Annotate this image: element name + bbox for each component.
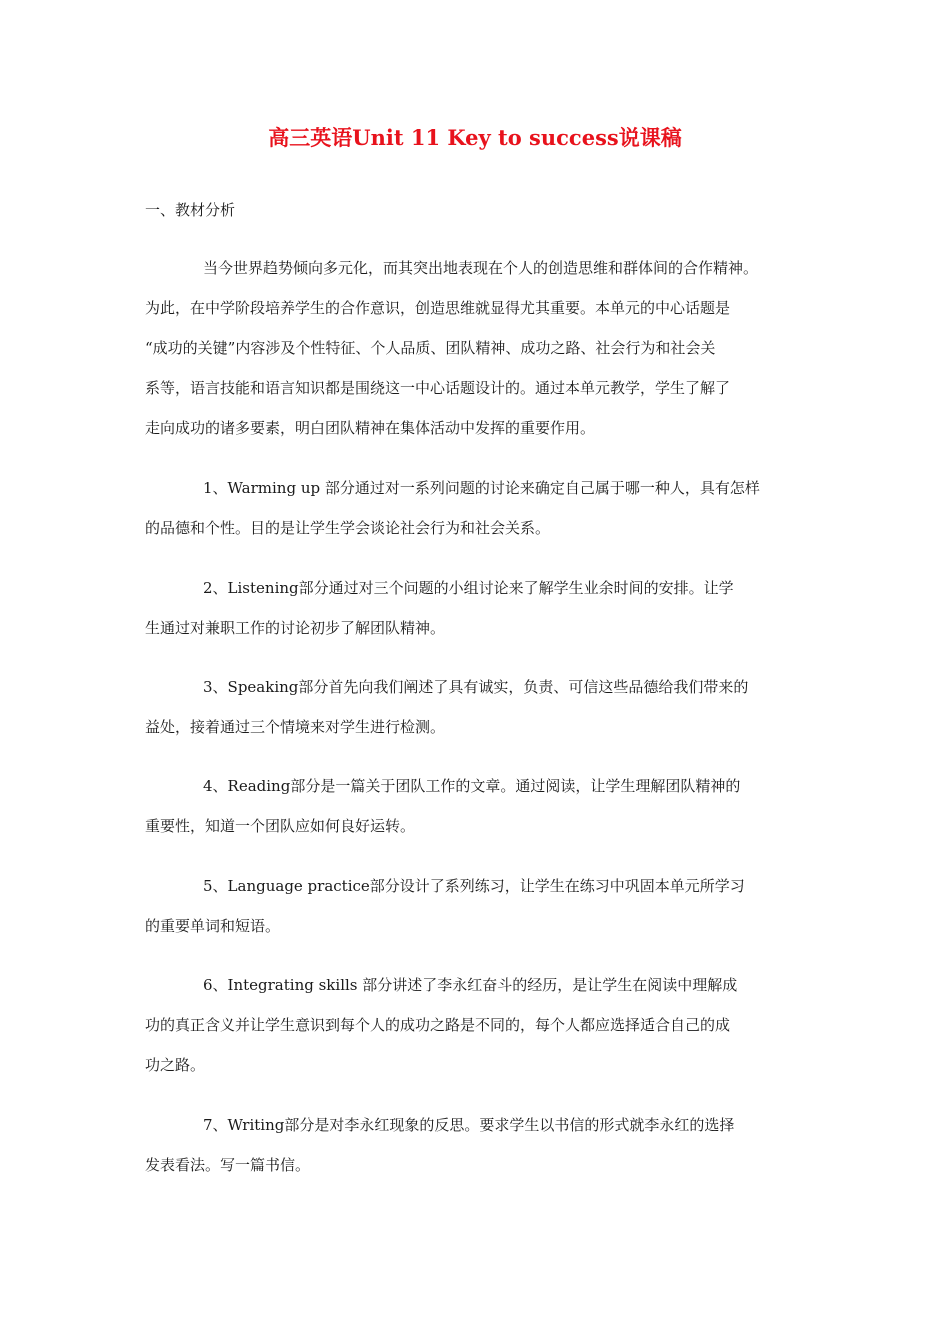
item-paragraph-3 (145, 667, 825, 747)
item-paragraph-2 (145, 568, 825, 648)
item-paragraph-1 (145, 468, 825, 548)
paragraph-line: 的品德和个性。目的是让学生学会谈论社会行为和社会关系。 (145, 519, 551, 537)
paragraph-line: 的重要单词和短语。 (145, 917, 281, 935)
intro-paragraph (145, 248, 825, 448)
paragraph-line: 4、Reading部分是一篇关于团队工作的文章。通过阅读，让学生理解团队精神的 (203, 777, 741, 795)
paragraph-line: 为此，在中学阶段培养学生的合作意识，创造思维就显得尤其重要。本单元的中心话题是 (145, 299, 731, 317)
document-title: 高三英语Unit 11 Key to success说课稿 (268, 125, 682, 150)
paragraph-line: 益处，接着通过三个情境来对学生进行检测。 (145, 718, 446, 736)
paragraph-line: 功的真正含义并让学生意识到每个人的成功之路是不同的，每个人都应选择适合自己的成 (145, 1016, 731, 1034)
paragraph-line: 当今世界趋势倾向多元化，而其突出地表现在个人的创造思维和群体间的合作精神。 (203, 259, 759, 277)
paragraph-line: 1、Warming up 部分通过对一系列问题的讨论来确定自己属于哪一种人，具有怎样 (203, 479, 760, 497)
paragraph-line: 走向成功的诸多要素，明白团队精神在集体活动中发挥的重要作用。 (145, 419, 596, 437)
paragraph-line: 5、Language practice部分设计了系列练习，让学生在练习中巩固本单元所学习 (203, 877, 745, 895)
paragraph-line: “成功的关键”内容涉及个性特征、个人品质、团队精神、成功之路、社会行为和社会关 (145, 339, 716, 357)
section-heading: 一、教材分析 (145, 201, 236, 219)
paragraph-line: 生通过对兼职工作的讨论初步了解团队精神。 (145, 619, 446, 637)
paragraph-line: 重要性，知道一个团队应如何良好运转。 (145, 817, 416, 835)
item-paragraph-6 (145, 965, 825, 1085)
paragraph-line: 功之路。 (145, 1056, 206, 1074)
item-paragraph-5 (145, 866, 825, 946)
item-paragraph-7 (145, 1105, 825, 1185)
paragraph-line: 6、Integrating skills 部分讲述了李永红奋斗的经历，是让学生在阅读中理解成 (203, 976, 738, 994)
paragraph-line: 2、Listening部分通过对三个问题的小组讨论来了解学生业余时间的安排。让学 (203, 579, 734, 597)
item-paragraph-4 (145, 766, 825, 846)
paragraph-line: 发表看法。写一篇书信。 (145, 1156, 311, 1174)
paragraph-line: 3、Speaking部分首先向我们阐述了具有诚实，负责、可信这些品德给我们带来的 (203, 678, 749, 696)
paragraph-line: 系等，语言技能和语言知识都是围绕这一中心话题设计的。通过本单元教学，学生了解了 (145, 379, 731, 397)
paragraph-line: 7、Writing部分是对李永红现象的反思。要求学生以书信的形式就李永红的选择 (203, 1116, 735, 1134)
